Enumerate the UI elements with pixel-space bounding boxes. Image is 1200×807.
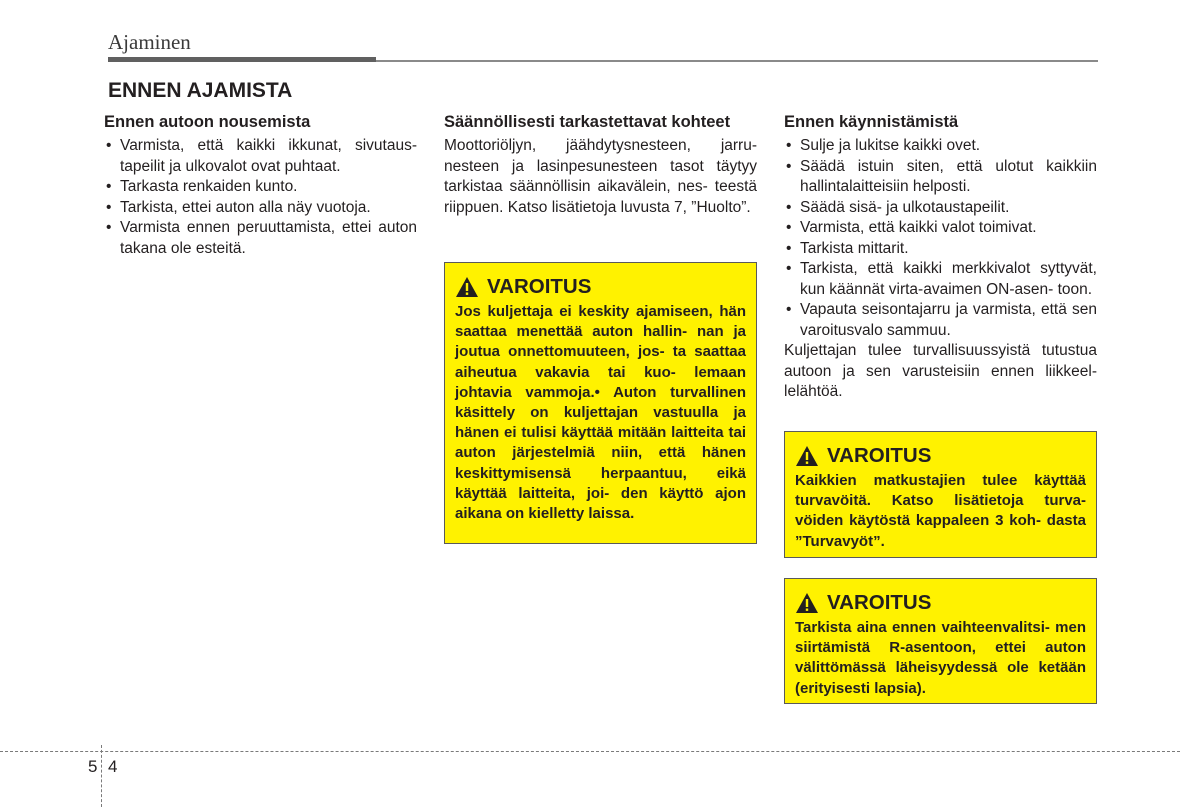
bullet-list-before-starting (784, 136, 1097, 341)
bullet-icon: • (786, 137, 792, 154)
warning-triangle-icon (455, 276, 479, 298)
footer-divider (0, 751, 1180, 752)
warning-box-seatbelts (784, 431, 1097, 558)
column-before-entering (104, 112, 417, 259)
column-regular-checks (444, 112, 757, 218)
warning-triangle-icon (795, 592, 819, 614)
list-item: • Varmista ennen peruuttamista, ettei auton takana ole esteitä. (106, 219, 417, 257)
header-rule-thin (376, 60, 1098, 62)
bullet-icon: • (786, 198, 792, 216)
warning-header (795, 591, 1086, 615)
warning-text: Kaikkien matkustajien tulee käyttää turvavöitä. Katso lisätietoja turva- vöiden käytöstä kappaleen 3 koh- dasta ”Turvavyöt”. (795, 472, 1086, 550)
warning-title: VAROITUS (827, 591, 932, 614)
footer-vertical-divider (101, 745, 102, 807)
heading-regular-checks: Säännöllisesti tarkastettavat kohteet (444, 113, 731, 131)
section-title: ENNEN AJAMISTA (108, 79, 293, 102)
list-item: • Varmista, että kaikki valot toimivat. (784, 218, 1097, 239)
warning-box-reverse (784, 578, 1097, 704)
warning-text: Jos kuljettaja ei keskity ajamiseen, hän saattaa menettää auton hallin- nan ja joutua onnettomuuteen, jos- ta saattaa aiheutua vakavia tai kuo- lemaan johtavia vammoja.• Auton turvallinen käsittely on kuljettajan vastuulla ja hänen ei tulisi käyttää mitään laitteita tai auton järjestelmiä niin, että hänen keskittymisensä herpaantuu, eikä käyttää laitteita, joi- den käyttö ajon aikana on kielletty laissa. (455, 303, 746, 523)
warning-triangle-icon (795, 445, 819, 467)
list-item: • Tarkista, että kaikki merkkivalot syttyvät, kun käännät virta-avaimen ON-asen- toon. (786, 260, 1097, 298)
bullet-icon: • (786, 239, 792, 257)
warning-text: Tarkista aina ennen vaihteenvalitsi- men siirtämistä R-asentoon, ettei auton välittömässä läheisyydessä ole ketään (erityisesti lapsia). (795, 619, 1086, 697)
list-item: • Säädä sisä- ja ulkotaustapeilit. (784, 198, 1097, 219)
warning-box-attention (444, 262, 757, 544)
chapter-title: Ajaminen (108, 30, 191, 54)
bullet-icon: • (106, 219, 112, 236)
bullet-icon: • (786, 301, 792, 318)
paragraph-familiarize: Kuljettajan tulee turvallisuussyistä tutustua autoon ja sen varusteisiin ennen liikkeel- lelähtöä. (784, 342, 1097, 400)
heading-before-entering: Ennen autoon nousemista (104, 113, 311, 131)
list-item: • Tarkista mittarit. (784, 239, 1097, 260)
bullet-icon: • (106, 137, 112, 154)
page-number: 4 (108, 757, 118, 776)
bullet-icon: • (106, 198, 112, 216)
bullet-list-before-entering (104, 136, 417, 259)
bullet-icon: • (786, 260, 792, 277)
list-item: • Tarkista, ettei auton alla näy vuotoja. (104, 198, 417, 219)
list-item: • Varmista, että kaikki ikkunat, sivutaus- tapeilit ja ulkovalot ovat puhtaat. (106, 137, 417, 175)
column-before-starting (784, 112, 1097, 403)
paragraph-fluid-levels: Moottoriöljyn, jäähdytysnesteen, jarru- nesteen ja lasinpesunesteen tasot täytyy tarkistaa säännöllisin aikavälein, nes- teestä riippuen. Katso lisätietoja luvusta 7, ”Huolto”. (444, 137, 757, 216)
list-item: • Vapauta seisontajarru ja varmista, että sen varoitusvalo sammuu. (786, 301, 1097, 339)
warning-header (795, 444, 1086, 468)
list-item: • Säädä istuin siten, että ulotut kaikkiin hallintalaitteisiin helposti. (786, 157, 1097, 195)
header-rule-thick (108, 57, 376, 62)
bullet-icon: • (106, 178, 112, 195)
chapter-number: 5 (88, 757, 98, 776)
bullet-icon: • (786, 219, 792, 236)
warning-header (455, 275, 746, 299)
bullet-icon: • (786, 157, 792, 175)
warning-title: VAROITUS (487, 275, 592, 298)
list-item: • Sulje ja lukitse kaikki ovet. (784, 136, 1097, 157)
heading-before-starting: Ennen käynnistämistä (784, 113, 959, 131)
warning-title: VAROITUS (827, 444, 932, 467)
list-item: • Tarkasta renkaiden kunto. (104, 177, 417, 198)
